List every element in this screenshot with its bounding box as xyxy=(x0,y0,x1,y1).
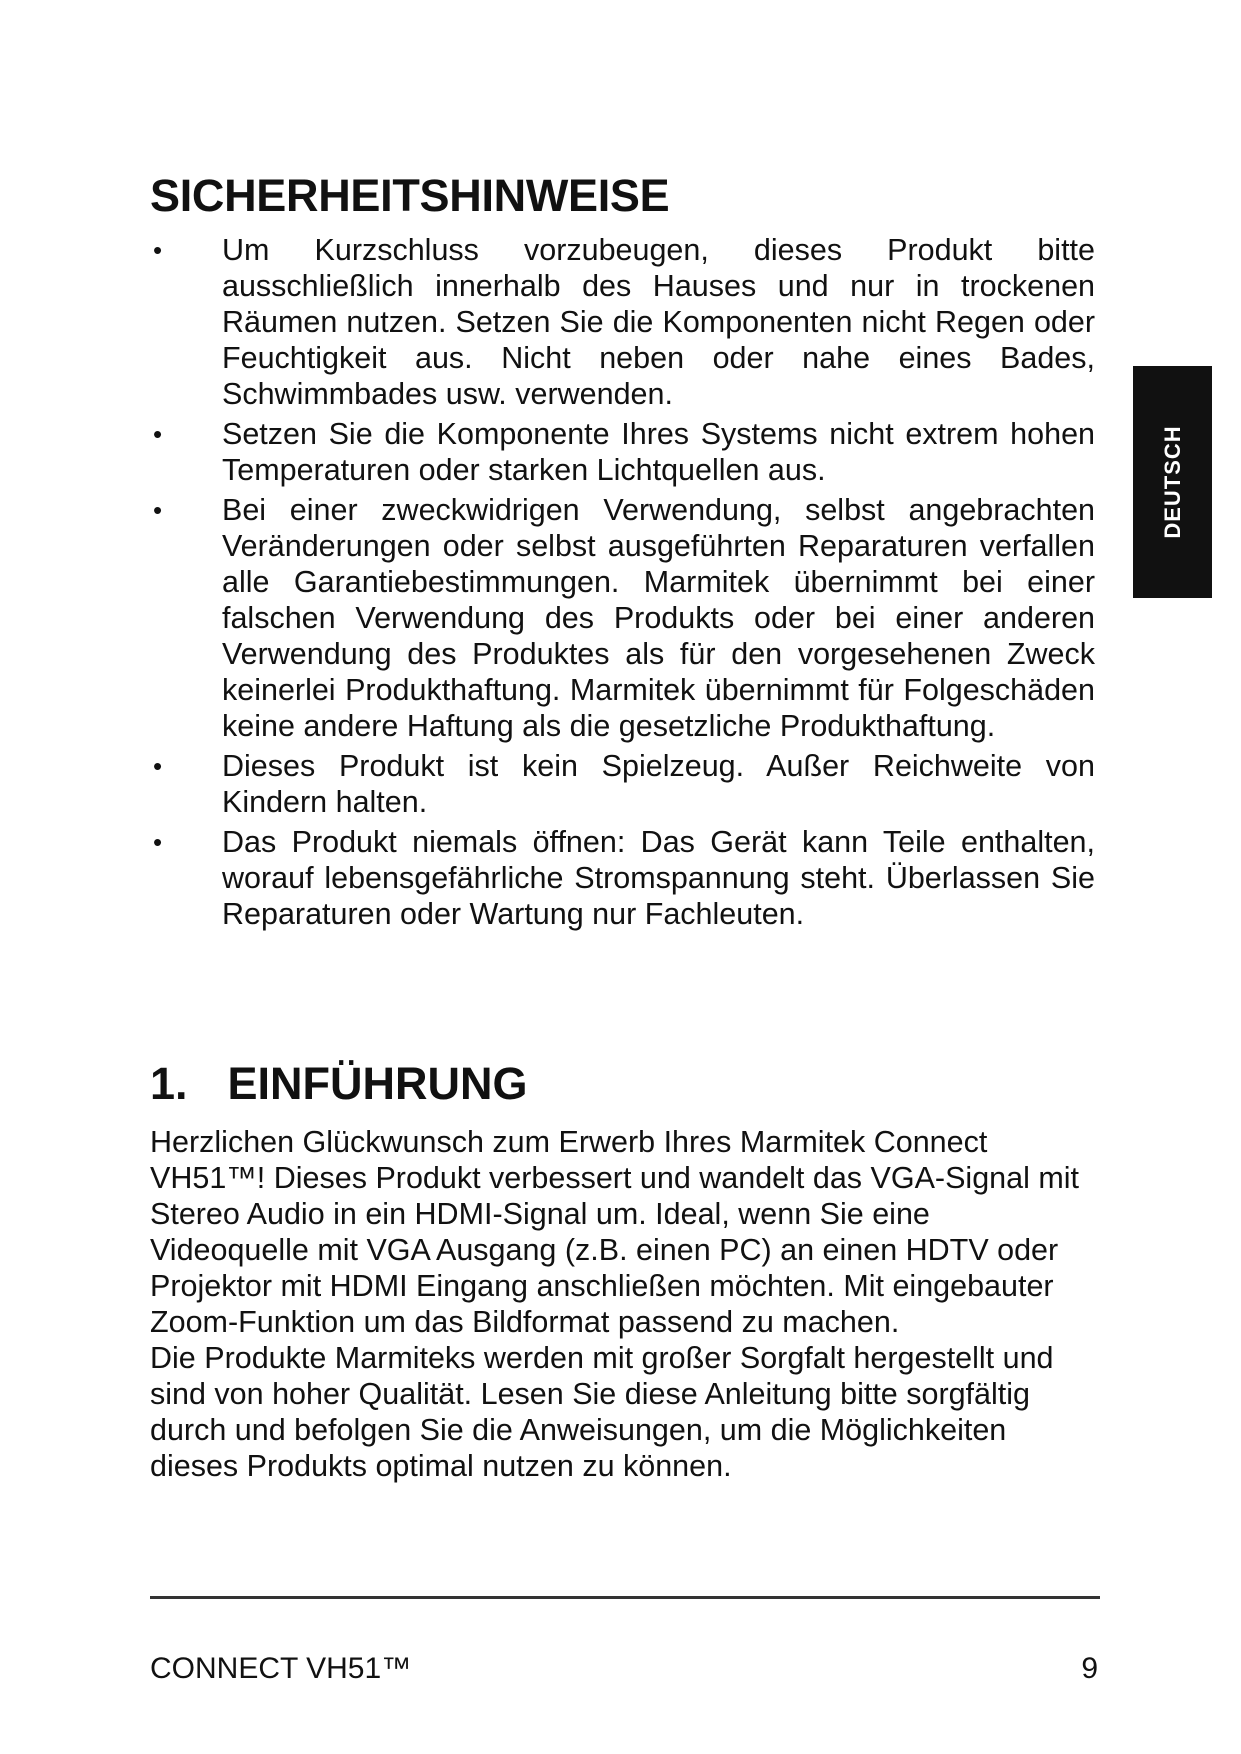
safety-item: • Das Produkt niemals öffnen: Das Gerät kann Teile enthalten, worauf lebensgefährliche Stromspannung steht. Überlassen Sie Reparaturen oder Wartung nur Fachleuten. xyxy=(150,824,1095,932)
language-tab-label: DEUTSCH xyxy=(1159,425,1185,539)
footer-product-name: CONNECT VH51™ xyxy=(150,1652,412,1685)
safety-item: • Setzen Sie die Komponente Ihres Systems nicht extrem hohen Temperaturen oder starken Lichtquellen aus. xyxy=(150,416,1095,488)
intro-section-title: EINFÜHRUNG xyxy=(227,1058,528,1109)
intro-body xyxy=(150,1124,1090,1484)
footer-divider xyxy=(150,1596,1100,1599)
safety-heading: SICHERHEITSHINWEISE xyxy=(150,170,670,221)
intro-heading xyxy=(150,1058,528,1110)
safety-list xyxy=(150,232,1095,936)
intro-paragraph: Die Produkte Marmiteks werden mit großer Sorgfalt hergestellt und sind von hoher Qualität. Lesen Sie diese Anleitung bitte sorgfältig durch und befolgen Sie die Anweisungen, um die Möglichkeiten dieses Produkts optimal nutzen zu können. xyxy=(150,1341,1054,1483)
safety-item: • Um Kurzschluss vorzubeugen, dieses Produkt bitte ausschließlich innerhalb des Hauses und nur in trockenen Räumen nutzen. Setzen Sie die Komponenten nicht Regen oder Feuchtigkeit aus. Nicht neben oder nahe eines Bades, Schwimmbades usw. verwenden. xyxy=(150,232,1095,412)
language-tab xyxy=(1133,366,1212,598)
page-number: 9 xyxy=(1081,1652,1098,1685)
intro-paragraph: Herzlichen Glückwunsch zum Erwerb Ihres Marmitek Connect VH51™! Dieses Produkt verbessert und wandelt das VGA-Signal mit Stereo Audio in ein HDMI-Signal um. Ideal, wenn Sie eine Videoquelle mit VGA Ausgang (z.B. einen PC) an einen HDTV oder Projektor mit HDMI Eingang anschließen möchten. Mit eingebauter Zoom-Funktion um das Bildformat passend zu machen. xyxy=(150,1125,1079,1339)
safety-item: • Dieses Produkt ist kein Spielzeug. Außer Reichweite von Kindern halten. xyxy=(150,748,1095,820)
safety-item: • Bei einer zweckwidrigen Verwendung, selbst angebrachten Veränderungen oder selbst ausgeführten Reparaturen verfallen alle Garantiebestimmungen. Marmitek übernimmt bei einer falschen Verwendung des Produkts oder bei einer anderen Verwendung des Produktes als für den vorgesehenen Zweck keinerlei Produkthaftung. Marmitek übernimmt für Folgeschäden keine andere Haftung als die gesetzliche Produkthaftung. xyxy=(150,492,1095,744)
intro-section-number: 1. xyxy=(150,1058,188,1109)
